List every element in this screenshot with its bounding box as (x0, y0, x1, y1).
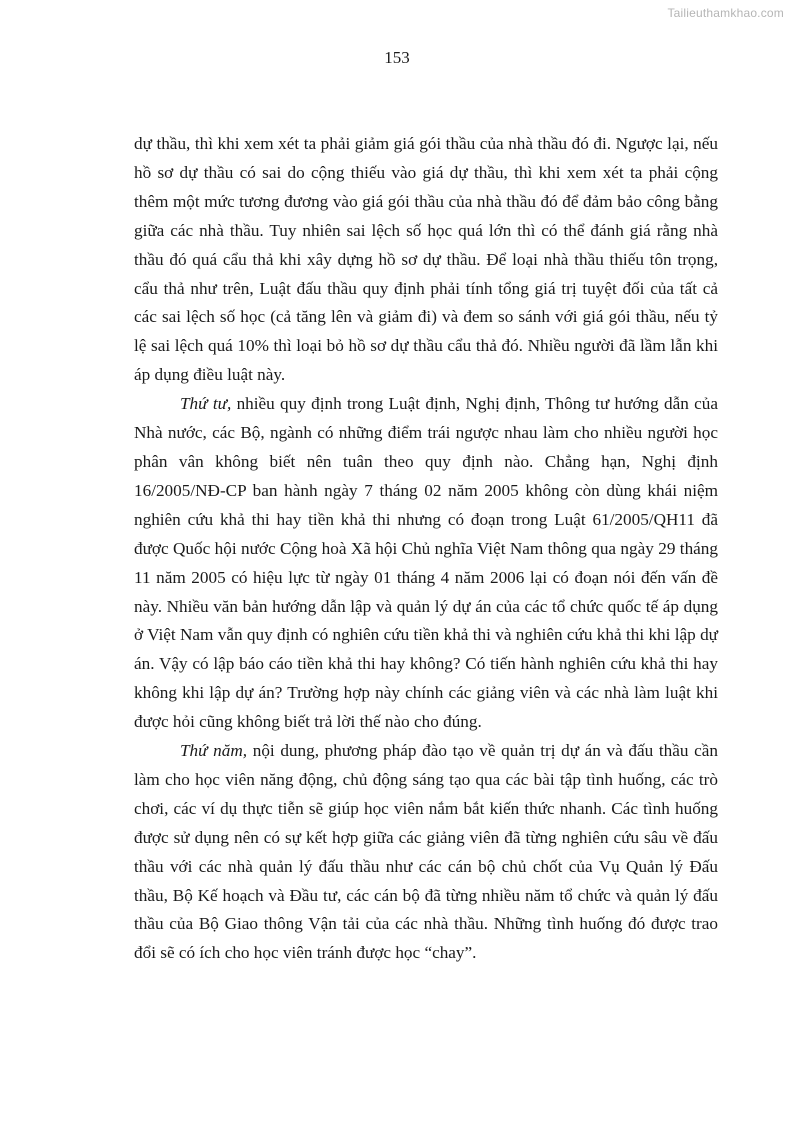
paragraph-text: dự thầu, thì khi xem xét ta phải giảm giá gói thầu của nhà thầu đó đi. Ngược lại, nếu hồ sơ dự thầu có sai do cộng thiếu vào giá dự thầu, thì khi xem xét ta phải cộng thêm một mức tương đương vào giá gói thầu của nhà thầu đó để đảm bảo công bằng giữa các nhà thầu. Tuy nhiên sai lệch số học quá lớn thì có thể đánh giá rằng nhà thầu đó quá cẩu thả khi xây dựng hồ sơ dự thầu. Để loại nhà thầu thiếu tôn trọng, cẩu thả như trên, Luật đấu thầu quy định phải tính tổng giá trị tuyệt đối của tất cả các sai lệch số học (cả tăng lên và giảm đi) và đem so sánh với giá gói thầu, nếu tỷ lệ sai lệch quá 10% thì loại bỏ hồ sơ dự thầu cẩu thả đó. Nhiều người đã lầm lẫn khi áp dụng điều luật này. (134, 134, 718, 385)
body-text (134, 130, 718, 968)
paragraph-text: nhiều quy định trong Luật định, Nghị định, Thông tư hướng dẫn của Nhà nước, các Bộ, ngành có những điểm trái ngược nhau làm cho nhiều người học phân vân không biết nên tuân theo quy định nào. Chẳng hạn, Nghị định 16/2005/NĐ-CP ban hành ngày 7 tháng 02 năm 2005 không còn dùng khái niệm nghiên cứu khả thi hay tiền khả thi nhưng có đoạn trong Luật 61/2005/QH11 đã được Quốc hội nước Cộng hoà Xã hội Chủ nghĩa Việt Nam thông qua ngày 29 tháng 11 năm 2005 có hiệu lực từ ngày 01 tháng 4 năm 2006 lại có đoạn nói đến vấn đề này. Nhiều văn bản hướng dẫn lập và quản lý dự án của các tổ chức quốc tế áp dụng ở Việt Nam vẫn quy định có nghiên cứu tiền khả thi và nghiên cứu khả thi khi lập dự án. Vậy có lập báo cáo tiền khả thi hay không? Có tiến hành nghiên cứu khả thi hay không khi lập dự án? Trường hợp này chính các giảng viên và các nhà làm luật khi được hỏi cũng không biết trả lời thế nào cho đúng. (134, 394, 718, 732)
paragraph-lead: Thứ tư, (180, 394, 232, 414)
paragraph-lead: Thứ năm, (180, 741, 248, 761)
watermark: Tailieuthamkhao.com (667, 6, 784, 20)
paragraph-thu-nam (134, 737, 718, 968)
paragraph-continuation (134, 130, 718, 390)
paragraph-thu-tu (134, 390, 718, 737)
page-number: 153 (384, 48, 410, 67)
paragraph-text: nội dung, phương pháp đào tạo về quản trị dự án và đấu thầu cần làm cho học viên năng động, chủ động sáng tạo qua các bài tập tình huống, các trò chơi, các ví dụ thực tiễn sẽ giúp học viên nắm bắt kiến thức nhanh. Các tình huống được sử dụng nên có sự kết hợp giữa các giảng viên đã từng nghiên cứu sâu về đấu thầu với các nhà quản lý đấu thầu như các cán bộ chủ chốt của Vụ Quản lý Đấu thầu, Bộ Kế hoạch và Đầu tư, các cán bộ đã từng nhiều năm tổ chức và quản lý đấu thầu của Bộ Giao thông Vận tải của các nhà thầu. Những tình huống đó được trao đổi sẽ có ích cho học viên tránh được học “chay”. (134, 741, 718, 963)
